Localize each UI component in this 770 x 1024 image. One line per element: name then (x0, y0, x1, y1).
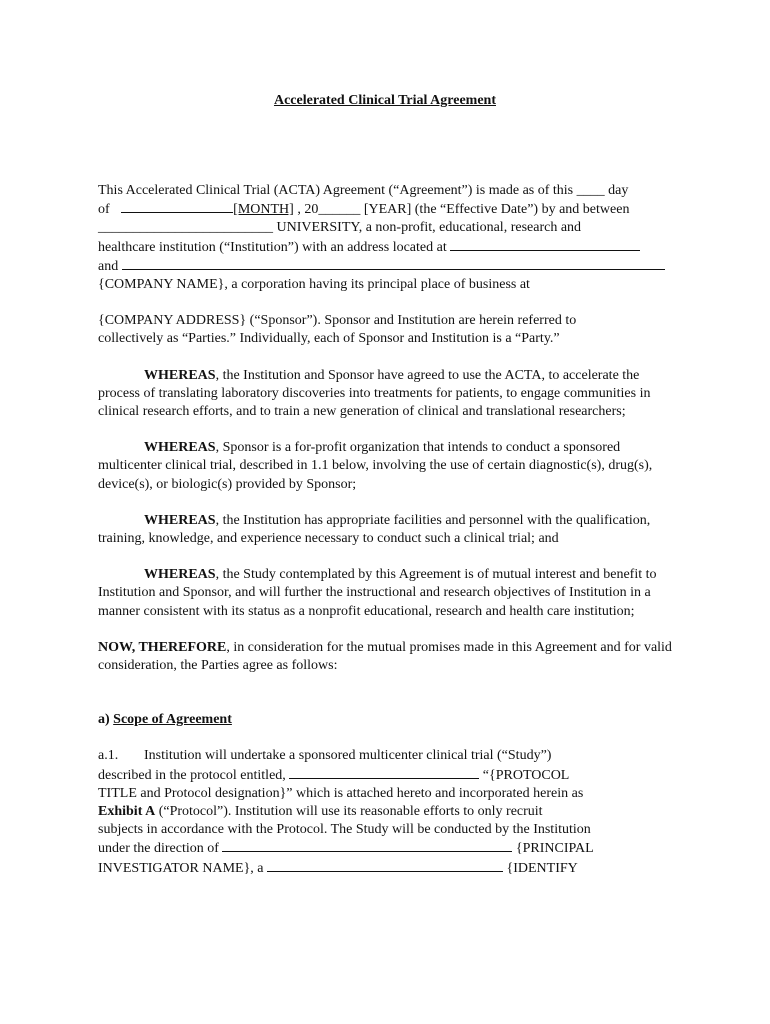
therefore-paragraph: NOW, THEREFORE, in consideration for the mutual promises made in this Agreement and for valid consideration, the Parties agree as follows: (98, 639, 672, 674)
intro-paragraph (98, 182, 678, 349)
whereas-paragraph-2: WHEREAS, Sponsor is a for-profit organization that intends to conduct a sponsored multicenter clinical trial, described in 1.1 below, involving the use of certain diagnostic(s), drug(s), device(s), or biologic(s) provided by Sponsor; (98, 440, 653, 492)
clause-a1 (98, 747, 678, 877)
clause-number: a.1. (98, 748, 119, 764)
clause-a1-line-2: described in the protocol entitled, “{PROTOCOL (98, 767, 570, 783)
month-placeholder: [MONTH] (233, 202, 294, 218)
intro-line-2: of [MONTH] , 20______ [YEAR] (the “Effective Date”) by and between (98, 202, 630, 218)
clause-a1-line-6: under the direction of {PRINCIPAL (98, 841, 594, 857)
section-a-heading (98, 711, 678, 729)
clause-a1-line-1: a.1. Institution will undertake a sponsored multicenter clinical trial (“Study”) (98, 747, 678, 765)
intro-line-1: This Accelerated Clinical Trial (ACTA) Agreement (“Agreement”) is made as of this ____ day (98, 183, 629, 198)
clause-a1-line-3: TITLE and Protocol designation}” which is attached hereto and incorporated herein as (98, 785, 584, 801)
title-part-1: Accelerated Clinical Trial (273, 93, 428, 108)
blank-line (267, 859, 503, 872)
whereas-paragraph-1: WHEREAS, the Institution and Sponsor have agreed to use the ACTA, to accelerate the process of translating laboratory discoveries into treatments for patients, to engage communities in clinical research efforts, and to train a new generation of clinical and translational researchers; (98, 367, 651, 420)
blank-line (289, 766, 479, 779)
blank-line (222, 839, 512, 852)
document-title (0, 93, 770, 109)
clause-a1-line-7: INVESTIGATOR NAME}, a {IDENTIFY (98, 860, 578, 876)
clause-a1-line-5: subjects in accordance with the Protocol. The Study will be conducted by the Institution (98, 822, 591, 838)
section-marker: a) (98, 712, 110, 728)
intro-line-3: _________________________ UNIVERSITY, a non-profit, educational, research and (98, 220, 582, 236)
clause-a1-line-4: Exhibit A (“Protocol”). Institution will use its reasonable efforts to only recruit (98, 804, 543, 820)
intro-line-6: {COMPANY NAME}, a corporation having its principal place of business at (98, 277, 530, 293)
section-title: Scope of Agreement (113, 712, 232, 728)
intro-line-5: and (98, 257, 678, 276)
blank-line (121, 200, 233, 213)
blank-line (122, 257, 665, 270)
whereas-paragraph-3: WHEREAS, the Institution has appropriate facilities and personnel with the qualification, training, knowledge, and experience necessary to conduct such a clinical trial; and (98, 512, 651, 547)
intro-line-7: {COMPANY ADDRESS} (“Sponsor”). Sponsor and Institution are herein referred to (98, 313, 577, 329)
intro-line-8: collectively as “Parties.” Individually, each of Sponsor and Institution is a “Party.” (98, 331, 560, 347)
title-part-2: Agreement (430, 93, 496, 108)
document-body (98, 182, 678, 878)
blank-line (450, 238, 640, 251)
whereas-paragraph-4: WHEREAS, the Study contemplated by this Agreement is of mutual interest and benefit to Institution and Sponsor, and will further the instructional and research objectives of Institution in a manner consistent with its status as a nonprofit educational, research and health care institution; (98, 567, 657, 619)
intro-line-4: healthcare institution (“Institution”) with an address located at (98, 238, 678, 257)
